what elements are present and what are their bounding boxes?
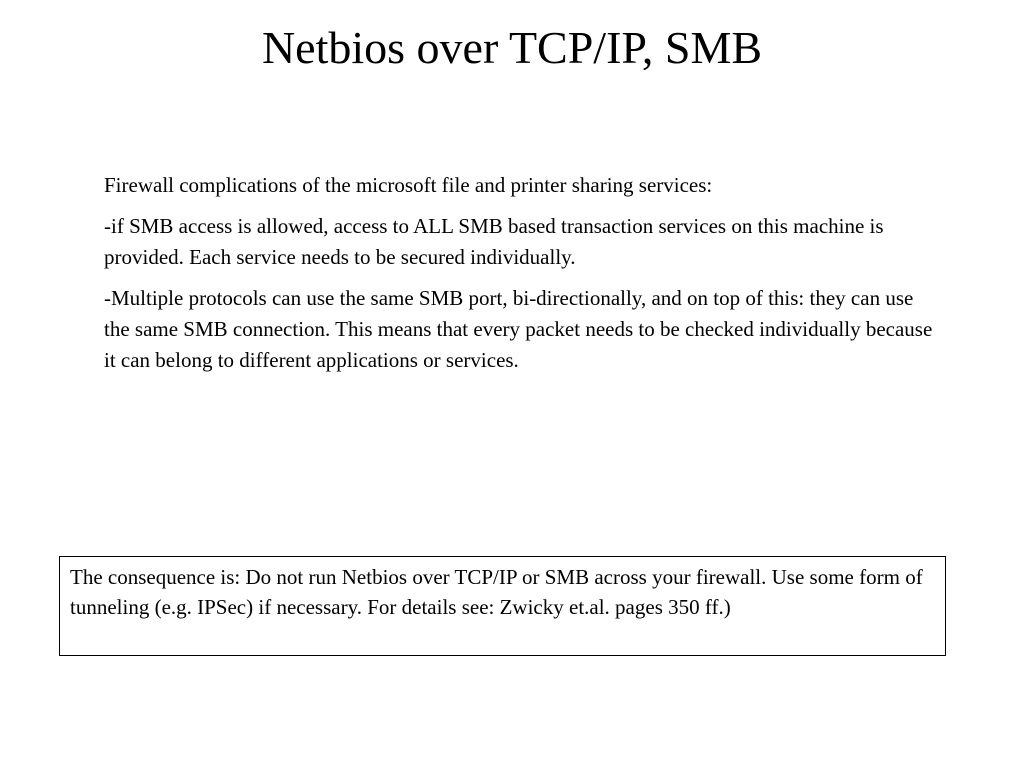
slide-body bbox=[104, 170, 934, 386]
consequence-callout: The consequence is: Do not run Netbios over TCP/IP or SMB across your firewall. Use some form of tunneling (e.g. IPSec) if necessary. For details see: Zwicky et.al. pages 350 ff.) bbox=[59, 556, 946, 656]
paragraph-smb-access: -if SMB access is allowed, access to ALL SMB based transaction services on this machine is provided. Each service needs to be secured individually. bbox=[104, 214, 884, 269]
paragraph-intro: Firewall complications of the microsoft file and printer sharing services: bbox=[104, 173, 713, 197]
paragraph-multiple-protocols: -Multiple protocols can use the same SMB port, bi-directionally, and on top of this: they can use the same SMB connection. This means that every packet needs to be checked individually because it can belong to different applications or services. bbox=[104, 286, 933, 372]
slide-title: Netbios over TCP/IP, SMB bbox=[261, 22, 763, 73]
